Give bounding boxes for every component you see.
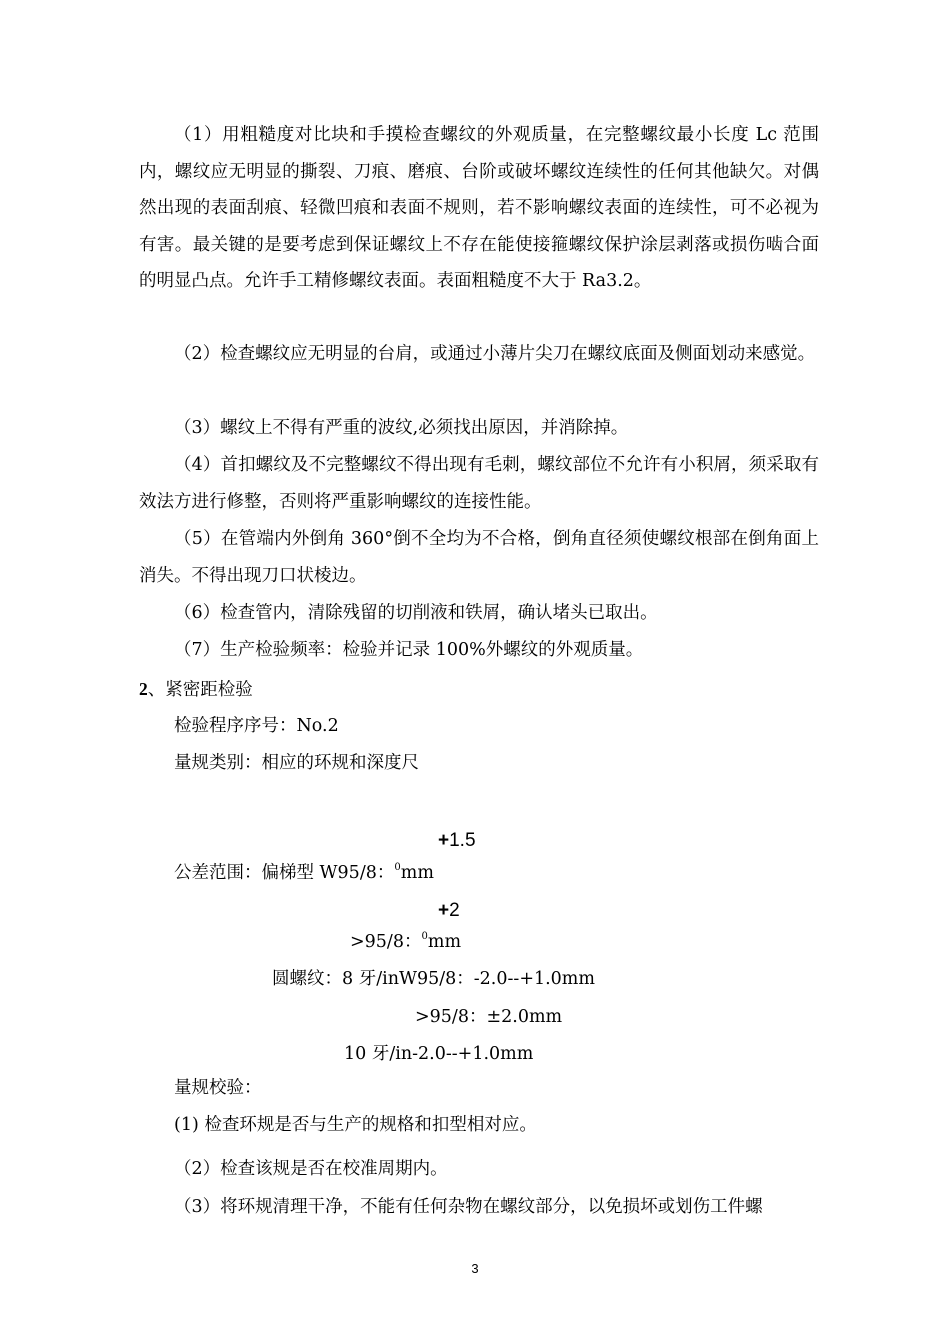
paragraph-1: （1）用粗糙度对比块和手摸检查螺纹的外观质量，在完整螺纹最小长度 Lc 范围内，螺纹应无明显的撕裂、刀痕、磨痕、台阶或破坏螺纹连续性的任何其他缺欠。对偶然出现的表面刮痕、轻微凹痕和表面不规则，若不影响螺纹表面的连续性，可不必视为有害。最关键的是要考虑到保证螺纹上不存在能使接箍螺纹保护涂层剥落或损伤啮合面的明显凸点。允许手工精修螺纹表面。表面粗糙度不大于 Ra3.2。	[139, 125, 819, 291]
tolerance-upper-1	[438, 830, 476, 852]
section-title: 、紧密距检验	[147, 680, 253, 700]
tolerance-line-2	[350, 925, 461, 954]
section-heading	[139, 677, 253, 702]
tolerance-value: 1.5	[449, 830, 476, 851]
round-thread-line-1: 圆螺纹：8 牙/inW95/8：-2.0--+1.0mm	[272, 969, 595, 989]
tolerance-line-1	[174, 856, 434, 885]
gauge-type: 量规类别：相应的环规和深度尺	[174, 753, 419, 773]
paragraph-2: （2）检查螺纹应无明显的台肩，或通过小薄片尖刀在螺纹底面及侧面划动来感觉。	[174, 344, 816, 364]
gauge-check-item-2: （2）检查该规是否在校准周期内。	[174, 1159, 448, 1179]
gauge-check-title: 量规校验：	[174, 1078, 262, 1098]
procedure-number: 检验程序序号：No.2	[174, 716, 339, 736]
round-thread-line-2: >95/8：±2.0mm	[415, 1007, 563, 1027]
gauge-check-item-3: （3）将环规清理干净，不能有任何杂物在螺纹部分，以免损坏或划伤工件螺	[174, 1197, 763, 1217]
tolerance-unit: mm	[400, 863, 434, 883]
tolerance-lower: 0	[394, 862, 401, 873]
paragraph-7: （7）生产检验频率：检验并记录 100%外螺纹的外观质量。	[174, 640, 644, 660]
tolerance-value: 2	[449, 900, 460, 921]
tolerance-upper-2	[438, 900, 460, 922]
paragraph-5: （5）在管端内外倒角 360°倒不全均为不合格，倒角直径须使螺纹根部在倒角面上消失。不得出现刀口状棱边。	[139, 529, 819, 586]
plus-sign: +	[438, 830, 450, 851]
page-number: 3	[471, 1261, 479, 1276]
gauge-check-item-1: (1) 检查环规是否与生产的规格和扣型相对应。	[174, 1115, 537, 1135]
plus-sign: +	[438, 900, 450, 921]
section-number: 2	[139, 679, 148, 699]
paragraph-4: （4）首扣螺纹及不完整螺纹不得出现有毛刺，螺纹部位不允许有小积屑，须采取有效法方进行修整，否则将严重影响螺纹的连接性能。	[139, 455, 819, 512]
tolerance-unit: mm	[427, 932, 462, 952]
paragraph-6: （6）检查管内，清除残留的切削液和铁屑，确认堵头已取出。	[174, 603, 658, 623]
tolerance-label: 公差范围：偏梯型 W95/8：	[174, 863, 395, 883]
tolerance-label: >95/8：	[350, 932, 422, 952]
tolerance-lower: 0	[421, 931, 428, 942]
paragraph-3: （3）螺纹上不得有严重的波纹,必须找出原因，并消除掉。	[174, 418, 629, 438]
round-thread-line-3: 10 牙/in-2.0--+1.0mm	[344, 1044, 534, 1064]
